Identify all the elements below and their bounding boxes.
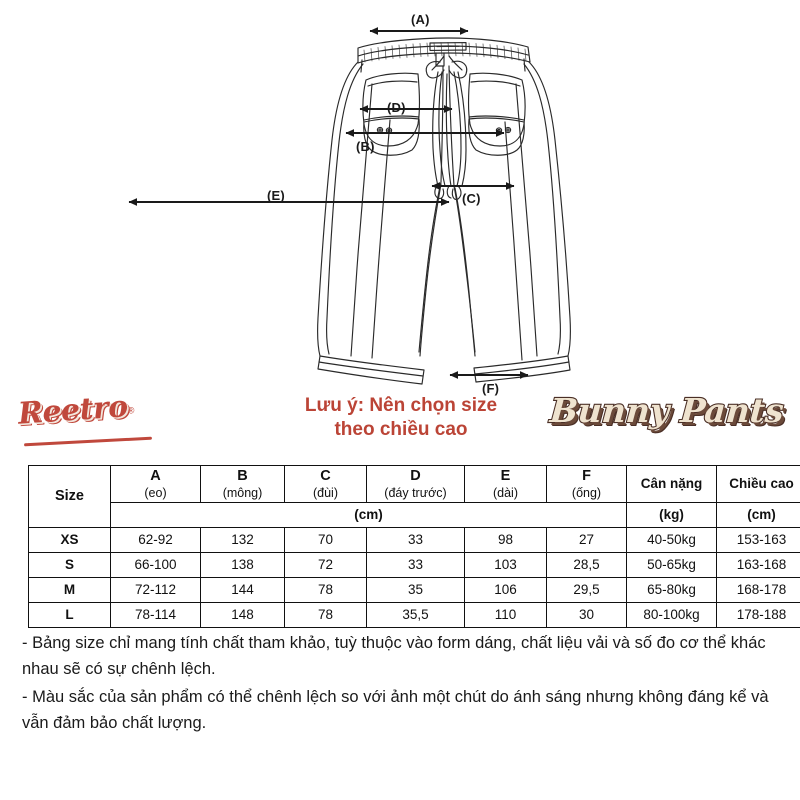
cell-weight: 50-65kg [627, 553, 717, 578]
cell-height: 178-188 [717, 603, 800, 628]
header-height [717, 466, 800, 503]
cell-weight: 80-100kg [627, 603, 717, 628]
header-c [285, 466, 367, 503]
cell-d: 33 [367, 528, 465, 553]
cell-size: S [29, 553, 111, 578]
dimension-label-c: (C) [462, 191, 481, 206]
header-a-letter: A [150, 467, 161, 484]
header-d-letter: D [410, 467, 421, 484]
header-a-sub: (eo) [144, 485, 167, 500]
table-row [29, 528, 800, 553]
footnote-2: - Màu sắc của sản phẩm có thể chênh lệch so với ảnh một chút do ánh sáng nhưng không đáng kể và vẫn đảm bảo chất lượng. [22, 688, 769, 733]
reetro-logo-underline [24, 437, 152, 447]
dimension-label-b: (B) [356, 139, 375, 154]
header-e-letter: E [500, 467, 511, 484]
bunny-pants-logo-text: Bunny Pants [548, 391, 786, 430]
header-size [29, 466, 111, 528]
cell-size: M [29, 578, 111, 603]
header-d [367, 466, 465, 503]
cell-c: 78 [285, 578, 367, 603]
cell-d: 33 [367, 553, 465, 578]
dimension-label-d: (D) [387, 100, 406, 115]
cell-a: 66-100 [111, 553, 201, 578]
header-b [201, 466, 285, 503]
header-f-sub: (ống) [571, 485, 602, 500]
size-advice-note [256, 394, 546, 442]
size-advice-line-2: theo chiều cao [334, 418, 468, 440]
cell-f: 30 [547, 603, 627, 628]
cell-height: 153-163 [717, 528, 800, 553]
cell-f: 27 [547, 528, 627, 553]
dimension-label-f: (F) [482, 381, 500, 396]
cell-b: 144 [201, 578, 285, 603]
header-b-letter: B [237, 467, 248, 484]
cell-d: 35 [367, 578, 465, 603]
header-f-letter: F [582, 467, 591, 484]
header-height-label: Chiều cao [729, 476, 794, 492]
table-row [29, 603, 800, 628]
table-row [29, 553, 800, 578]
cell-e: 98 [465, 528, 547, 553]
cell-b: 132 [201, 528, 285, 553]
header-a [111, 466, 201, 503]
registered-trademark-icon: ® [127, 405, 135, 416]
header-b-sub: (mông) [222, 485, 263, 500]
header-e [465, 466, 547, 503]
unit-weight-kg: (kg) [627, 503, 717, 528]
cell-weight: 40-50kg [627, 528, 717, 553]
dimension-label-a: (A) [411, 12, 430, 27]
header-c-sub: (đùi) [312, 485, 338, 500]
cell-height: 163-168 [717, 553, 800, 578]
cell-c: 70 [285, 528, 367, 553]
cell-a: 62-92 [111, 528, 201, 553]
reetro-logo [16, 389, 158, 448]
cell-size: XS [29, 528, 111, 553]
cell-e: 103 [465, 553, 547, 578]
cell-c: 78 [285, 603, 367, 628]
header-c-letter: C [320, 467, 331, 484]
pants-illustration-svg [0, 0, 800, 392]
cell-e: 110 [465, 603, 547, 628]
cell-size: L [29, 603, 111, 628]
brand-band [0, 388, 800, 460]
unit-cm-span: (cm) [111, 503, 627, 528]
table-header-row [29, 466, 800, 503]
cell-f: 29,5 [547, 578, 627, 603]
size-chart-table [28, 465, 800, 628]
cell-height: 168-178 [717, 578, 800, 603]
dimension-label-e: (E) [267, 188, 285, 203]
header-f [547, 466, 627, 503]
header-weight-label: Cân nặng [640, 476, 703, 492]
cell-a: 72-112 [111, 578, 201, 603]
header-weight [627, 466, 717, 503]
footnotes [22, 630, 782, 738]
size-chart-table-wrapper [28, 465, 794, 628]
pants-diagram [0, 0, 800, 396]
unit-height-cm: (cm) [717, 503, 800, 528]
header-e-sub: (dài) [492, 485, 518, 500]
header-d-sub: (đáy trước) [384, 485, 447, 500]
cell-b: 148 [201, 603, 285, 628]
cell-c: 72 [285, 553, 367, 578]
header-size-label: Size [54, 487, 84, 504]
cell-b: 138 [201, 553, 285, 578]
table-unit-row [29, 503, 800, 528]
cell-d: 35,5 [367, 603, 465, 628]
footnote-1: - Bảng size chỉ mang tính chất tham khảo, tuỳ thuộc vào form dáng, chất liệu vải và số đo cơ thể khác nhau sẽ có sự chênh lệch. [22, 634, 766, 679]
cell-e: 106 [465, 578, 547, 603]
cell-a: 78-114 [111, 603, 201, 628]
cell-f: 28,5 [547, 553, 627, 578]
cell-weight: 65-80kg [627, 578, 717, 603]
bunny-pants-logo [544, 391, 786, 450]
size-advice-line-1: Lưu ý: Nên chọn size [304, 395, 498, 416]
reetro-logo-text: Reetro [16, 389, 129, 432]
table-row [29, 578, 800, 603]
